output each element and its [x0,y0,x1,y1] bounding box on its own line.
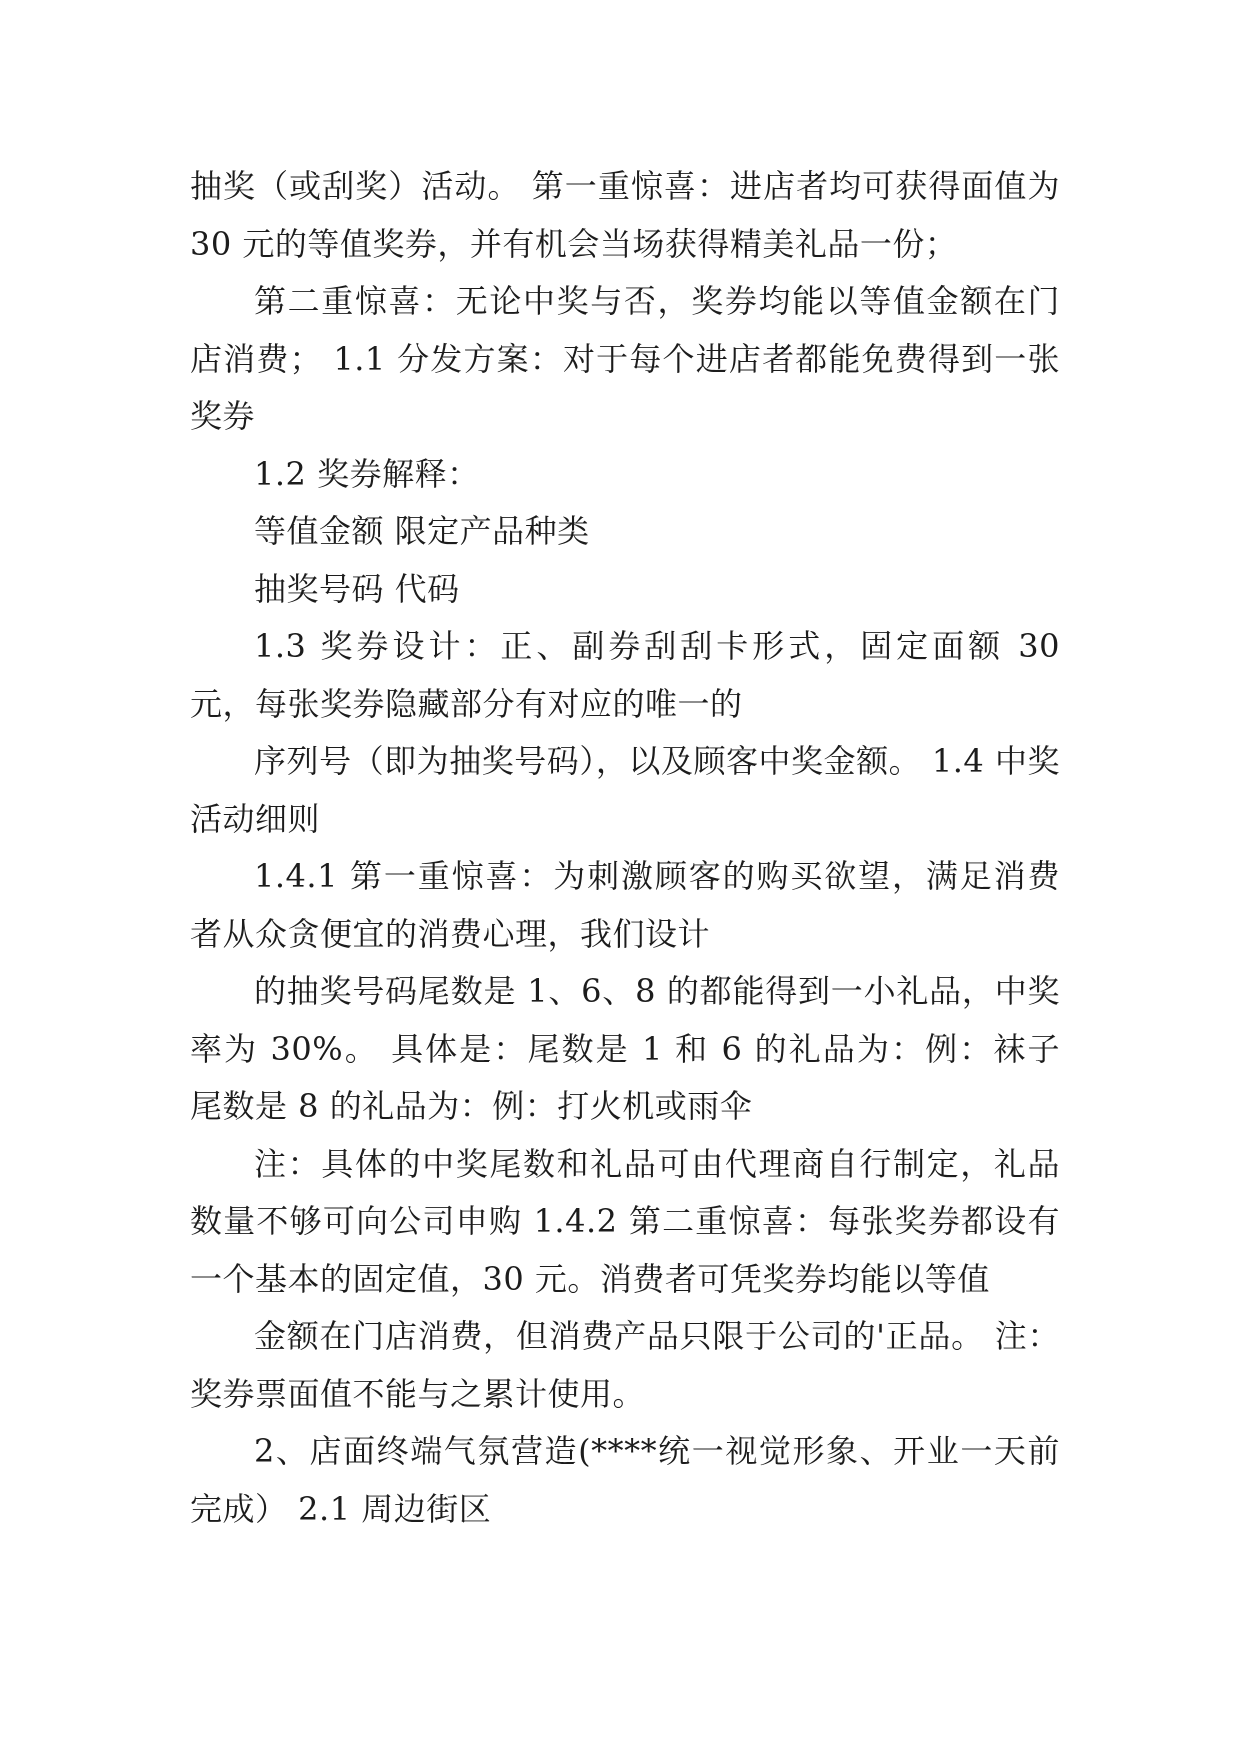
paragraph: 2、店面终端气氛营造(****统一视觉形象、开业一天前完成） 2.1 周边街区 [190,1432,1060,1528]
paragraph: 1.4.1 第一重惊喜：为刺激顾客的购买欲望，满足消费者从众贪便宜的消费心理，我们设计 [190,857,1060,953]
paragraph: 1.2 奖券解释： [254,454,480,493]
paragraph: 1.3 奖券设计：正、副券刮刮卡形式，固定面额 30 元，每张奖券隐藏部分有对应的唯一的 [190,627,1060,723]
paragraph: 序列号（即为抽奖号码），以及顾客中奖金额。 1.4 中奖活动细则 [190,742,1060,838]
document-body [190,158,1060,1538]
paragraph: 金额在门店消费，但消费产品只限于公司的'正品。 注：奖券票面值不能与之累计使用。 [190,1317,1060,1413]
paragraph: 的抽奖号码尾数是 1、6、8 的都能得到一小礼品，中奖率为 30%。 具体是：尾数是 1 和 6 的礼品为：例：袜子 尾数是 8 的礼品为：例：打火机或雨伞 [190,972,1060,1125]
paragraph: 抽奖（或刮奖）活动。 第一重惊喜：进店者均可获得面值为 30 元的等值奖券，并有机会当场获得精美礼品一份； [190,167,1060,263]
paragraph: 第二重惊喜：无论中奖与否，奖券均能以等值金额在门店消费； 1.1 分发方案：对于每个进店者都能免费得到一张奖券 [190,282,1060,435]
paragraph: 注：具体的中奖尾数和礼品可由代理商自行制定，礼品数量不够可向公司申购 1.4.2 第二重惊喜：每张奖券都设有一个基本的固定值，30 元。消费者可凭奖券均能以等值 [190,1144,1060,1298]
paragraph: 抽奖号码 代码 [254,569,460,608]
paragraph: 等值金额 限定产品种类 [254,512,590,550]
